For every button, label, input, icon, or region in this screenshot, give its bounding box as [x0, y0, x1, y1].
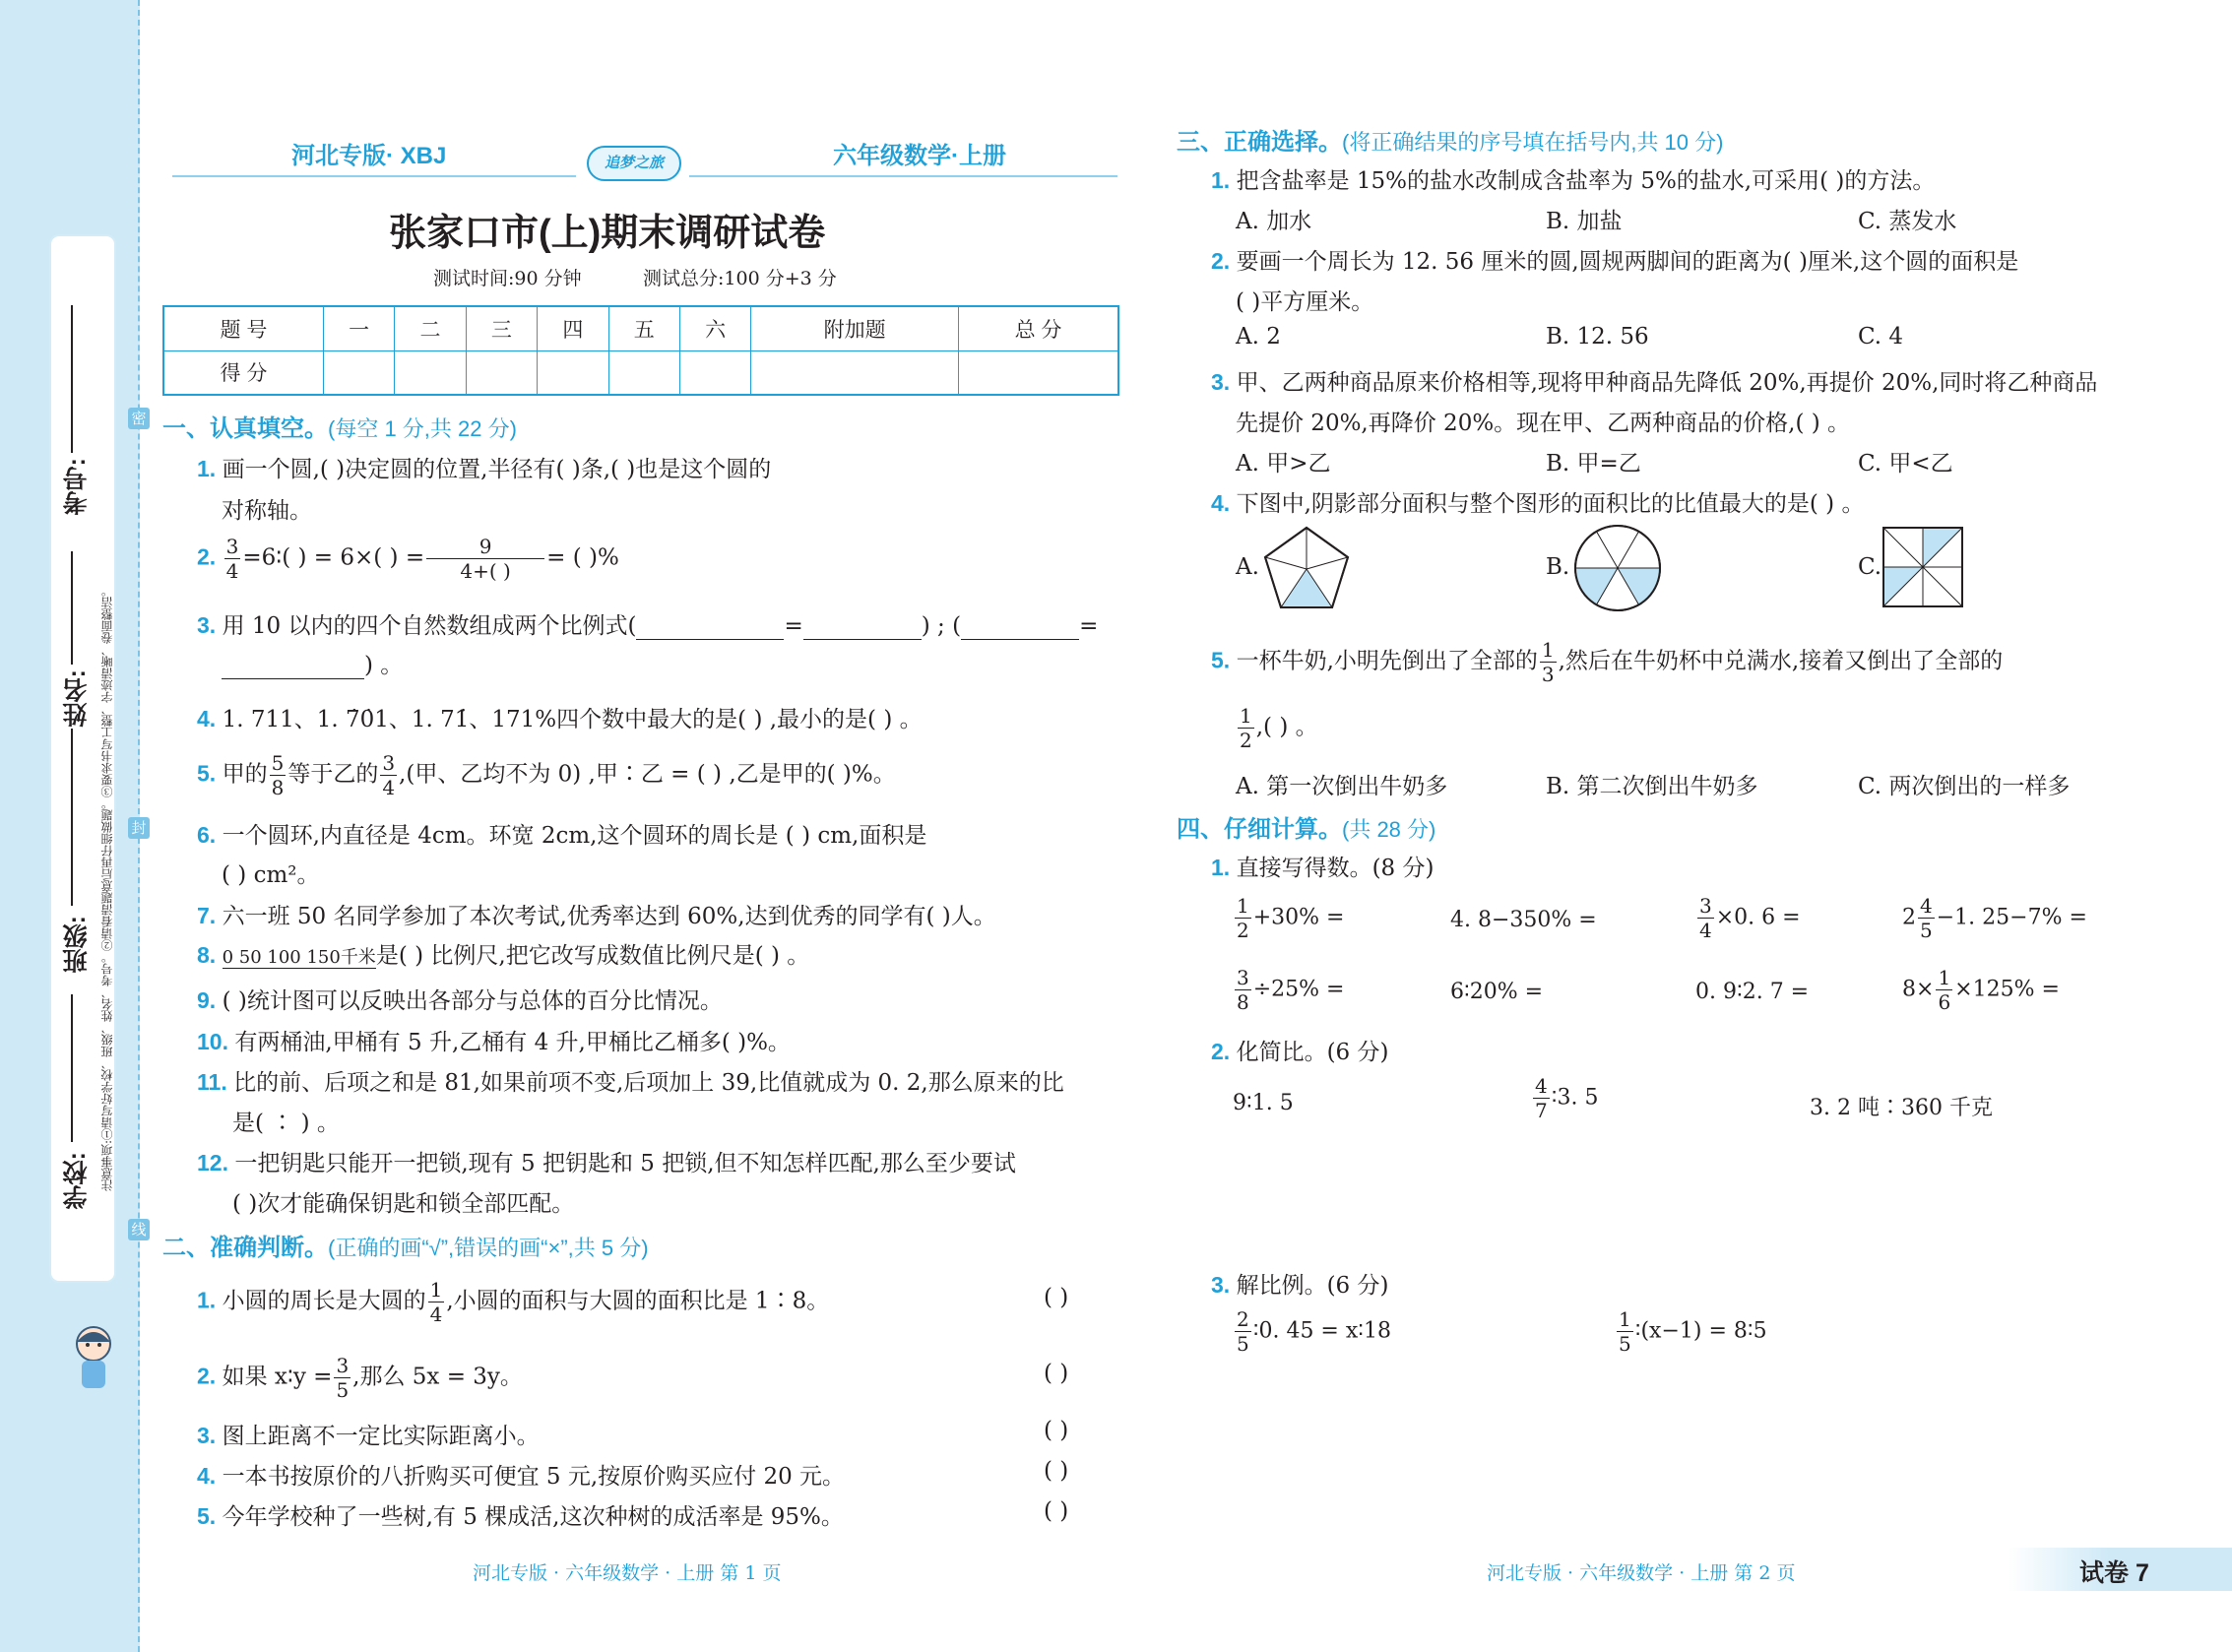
- option-c[interactable]: C. 4: [1858, 324, 1904, 349]
- exam-no-line: [71, 305, 73, 453]
- calc-4: 2 $\frac{4}{5}$ −1. 25−7% =: [1902, 894, 2087, 942]
- question-text: ( )统计图可以反映出各部分与总体的百分比情况。: [222, 988, 723, 1014]
- test-total: 测试总分:100 分+3 分: [643, 268, 837, 289]
- question-text: ) 。: [364, 653, 404, 678]
- s1-q6: 6. 一个圆环,内直径是 4cm。环宽 2cm,这个圆环的周长是 ( ) cm,面积是: [197, 822, 927, 849]
- question-text: = ( )%: [546, 544, 619, 571]
- question-text: 用 10 以内的四个自然数组成两个比例式(: [222, 613, 637, 639]
- table-cell: 题 号: [163, 306, 323, 350]
- header-rule-right: [689, 175, 1117, 177]
- seal-mi: 密: [128, 408, 150, 429]
- test-time: 测试时间:90 分钟: [433, 268, 582, 289]
- score-input-cell[interactable]: [538, 350, 608, 395]
- question-text: =6∶( ) = 6×( ) =: [242, 544, 425, 571]
- question-text: 画一个圆,( )决定圆的位置,半径有( )条,( )也是这个圆的: [222, 457, 772, 482]
- grade-label: 六年级数学·上册: [833, 143, 1006, 169]
- s1-q9: 9. ( )统计图可以反映出各部分与总体的百分比情况。: [197, 987, 723, 1014]
- s1-q3: 3. 用 10 以内的四个自然数组成两个比例式( = ) ; ( =: [197, 612, 1099, 639]
- question-text: 一把钥匙只能开一把锁,现有 5 把钥匙和 5 把锁,但不知怎样匹配,那么至少要试: [234, 1151, 1016, 1176]
- s4-p2: 2. 化简比。(6 分): [1211, 1039, 1389, 1065]
- ratio-3: 3. 2 吨∶360 千克: [1810, 1096, 1993, 1120]
- part-text: 解比例。(6 分): [1236, 1273, 1389, 1299]
- equation-1: $\frac{2}{5}$ ∶0. 45 = x∶18: [1237, 1307, 1391, 1356]
- equation-2: $\frac{1}{5}$ ∶(x−1) = 8∶5: [1619, 1307, 1767, 1356]
- s4-p3: 3. 解比例。(6 分): [1211, 1272, 1389, 1299]
- s1-q12: 12. 一把钥匙只能开一把锁,现有 5 把钥匙和 5 把锁,但不知怎样匹配,那么至少要试: [197, 1150, 1016, 1176]
- footer-left: 河北专版 · 六年级数学 · 上册 第 1 页: [473, 1562, 782, 1584]
- school-line: [71, 994, 73, 1142]
- s1-q1: 1. 画一个圆,( )决定圆的位置,半径有( )条,( )也是这个圆的: [197, 456, 772, 482]
- option-c[interactable]: C.: [1858, 554, 1882, 580]
- blank[interactable]: [636, 618, 784, 640]
- s3-q3-cont: 先提价 20%,再降价 20%。现在甲、乙两种商品的价格,( ) 。: [1236, 411, 1851, 436]
- question-text: 一杯牛奶,小明先倒出了全部的: [1236, 648, 1538, 674]
- s3-q3: 3. 甲、乙两种商品原来价格相等,现将甲种商品先降低 20%,再提价 20%,同时将乙种商品: [1211, 369, 2098, 396]
- section-note: (每空 1 分,共 22 分): [328, 416, 517, 441]
- circle-figure: [1572, 523, 1663, 613]
- score-input-cell[interactable]: [959, 350, 1119, 395]
- s2-q5: 5. 今年学校种了一些树,有 5 棵成活,这次种树的成活率是 95%。: [197, 1503, 844, 1530]
- option-a[interactable]: A. 2: [1236, 324, 1281, 349]
- answer-paren[interactable]: ( ): [1044, 1458, 1069, 1484]
- calc-text: ×0. 6 =: [1715, 905, 1801, 930]
- school-label: 学校:: [63, 1152, 91, 1210]
- question-text: 甲的: [222, 761, 268, 788]
- table-cell: 附加题: [751, 306, 959, 350]
- option-a[interactable]: A. 第一次倒出牛奶多: [1236, 774, 1448, 799]
- table-cell: 总 分: [959, 306, 1119, 350]
- s1-q3-cont: [222, 647, 403, 679]
- question-text: ,小圆的面积与大圆的面积比是 1∶8。: [446, 1288, 830, 1314]
- s3-q5: 5. 一杯牛奶,小明先倒出了全部的 $\frac{1}{3}$ ,然后在牛奶杯中兑满水,接着又倒出了全部的: [1211, 638, 2004, 686]
- part-text: 化简比。(6 分): [1236, 1040, 1389, 1065]
- equals: =: [784, 613, 803, 639]
- table-cell: 三: [466, 306, 537, 350]
- table-cell: 五: [608, 306, 679, 350]
- section-note: (正确的画“√”,错误的画“×”,共 5 分): [328, 1236, 649, 1260]
- option-a[interactable]: A. 加水: [1236, 209, 1312, 234]
- part-text: 直接写得数。(8 分): [1236, 856, 1435, 881]
- question-text: 把含盐率是 15%的盐水改制成含盐率为 5%的盐水,可采用( )的方法。: [1236, 168, 1936, 194]
- class-label: 班级:: [63, 916, 91, 974]
- option-b[interactable]: B. 第二次倒出牛奶多: [1546, 774, 1758, 799]
- question-text: 一本书按原价的八折购买可便宜 5 元,按原价购买应付 20 元。: [222, 1464, 846, 1490]
- question-text: 是( ) 比例尺,把它改写成数值比例尺是( ) 。: [375, 943, 810, 969]
- calc-text: −1. 25−7% =: [1936, 905, 2087, 930]
- score-table-score-row: [163, 350, 1118, 395]
- section-2-heading: [162, 1228, 649, 1262]
- ratio-2: $\frac{4}{7}$ ∶3. 5: [1535, 1074, 1599, 1122]
- question-text: 甲、乙两种商品原来价格相等,现将甲种商品先降低 20%,再提价 20%,同时将乙种商品: [1236, 370, 2098, 396]
- question-text: ,然后在牛奶杯中兑满水,接着又倒出了全部的: [1558, 648, 2004, 674]
- option-a[interactable]: A. 甲>乙: [1236, 451, 1331, 477]
- name-label: 姓名:: [63, 669, 91, 728]
- logo-badge: 追梦之旅: [587, 146, 681, 181]
- question-text: 有两桶油,甲桶有 5 升,乙桶有 4 升,甲桶比乙桶多( )%。: [234, 1030, 791, 1055]
- section-3-heading: [1177, 122, 1723, 157]
- option-b[interactable]: B. 加盐: [1546, 209, 1623, 234]
- calc-text: +30% =: [1252, 905, 1345, 930]
- question-text: 比的前、后项之和是 81,如果前项不变,后项加上 39,比值就成为 0. 2,那么原来的比: [233, 1070, 1064, 1096]
- separator: ) ; (: [921, 613, 962, 639]
- s2-q3: 3. 图上距离不一定比实际距离小。: [197, 1423, 540, 1449]
- score-input-cell[interactable]: [395, 350, 466, 395]
- table-cell: 一: [323, 306, 394, 350]
- table-cell: 六: [679, 306, 750, 350]
- s4-p1: 1. 直接写得数。(8 分): [1211, 855, 1435, 881]
- section-title: 三、正确选择。: [1177, 129, 1342, 156]
- blank[interactable]: [222, 658, 364, 679]
- equation-text: ∶0. 45 = x∶18: [1252, 1318, 1391, 1344]
- answer-paren[interactable]: ( ): [1044, 1418, 1069, 1443]
- section-1-heading: [162, 409, 517, 443]
- square-figure: [1882, 527, 1963, 607]
- s1-q10: 10. 有两桶油,甲桶有 5 升,乙桶有 4 升,甲桶比乙桶多( )%。: [197, 1029, 791, 1055]
- pentagon-figure: [1262, 525, 1351, 613]
- section-note: (共 28 分): [1342, 817, 1436, 842]
- header-rule-left: [172, 175, 576, 177]
- option-c[interactable]: C. 甲<乙: [1858, 451, 1953, 477]
- question-text: ,(甲、乙均不为 0) ,甲∶乙 = ( ) ,乙是甲的( )%。: [399, 761, 896, 788]
- s1-q5: 5. 甲的 $\frac{5}{8}$ 等于乙的 $\frac{3}{4}$ ,(甲、乙均不为 0) ,甲∶乙 = ( ) ,乙是甲的( )%。: [197, 751, 896, 799]
- option-a[interactable]: A.: [1236, 554, 1259, 580]
- calc-8: 8× $\frac{1}{6}$ ×125% =: [1902, 966, 2060, 1014]
- score-table: [162, 305, 1119, 396]
- s1-q4: 4. 1. 711、1. 7̇0̇1、1. 71̇、171%四个数中最大的是( ) ,最小的是( ) 。: [197, 706, 923, 732]
- s2-q2: 2. 如果 x∶y = $\frac{3}{5}$ ,那么 5x = 3y。: [197, 1354, 523, 1402]
- s1-q6-cont: ( ) cm²。: [222, 862, 320, 888]
- edition-label: 河北专版· XBJ: [291, 143, 447, 169]
- question-text: 1. 711、1. 7̇0̇1、1. 71̇、171%四个数中最大的是( ) ,最小的是( ) 。: [222, 707, 923, 732]
- option-c[interactable]: C. 两次倒出的一样多: [1858, 774, 2071, 799]
- score-input-cell[interactable]: [466, 350, 537, 395]
- calc-2: 4. 8−350% =: [1450, 908, 1597, 932]
- ratio-text: ∶3. 5: [1551, 1085, 1599, 1111]
- option-b[interactable]: B. 甲=乙: [1546, 451, 1641, 477]
- s3-q1: 1. 把含盐率是 15%的盐水改制成含盐率为 5%的盐水,可采用( )的方法。: [1211, 167, 1936, 194]
- section-note: (将正确结果的序号填在括号内,共 10 分): [1342, 130, 1724, 155]
- option-b[interactable]: B. 12. 56: [1546, 324, 1649, 349]
- question-text: 六一班 50 名同学参加了本次考试,优秀率达到 60%,达到优秀的同学有( )人。: [222, 904, 996, 929]
- s3-q2: 2. 要画一个周长为 12. 56 厘米的圆,圆规两脚间的距离为( )厘米,这个圆的面积是: [1211, 248, 2019, 275]
- answer-paren[interactable]: ( ): [1044, 1498, 1069, 1524]
- notes-text: 注意事项:①请写好学校、班级、姓名、考号。②请看清题意后再仔细做题。③要求书写工整、字迹清晰、卷面整洁。: [100, 584, 114, 1191]
- calc-6: 6∶20% =: [1450, 980, 1544, 1004]
- s1-q12-cont: ( )次才能确保钥匙和锁全部匹配。: [232, 1191, 575, 1217]
- question-text: ,那么 5x = 3y。: [352, 1364, 523, 1390]
- seal-xian: 线: [128, 1219, 150, 1240]
- s2-q1: 1. 小圆的周长是大圆的 $\frac{1}{4}$ ,小圆的面积与大圆的面积比是 1∶8。: [197, 1278, 830, 1326]
- calc-text: ×125% =: [1954, 977, 2060, 1002]
- score-input-cell[interactable]: [323, 350, 394, 395]
- page-title: 张家口市(上)期末调研试卷: [389, 213, 826, 254]
- calc-1: $\frac{1}{2}$ +30% =: [1237, 894, 1345, 942]
- seal-feng: 封: [128, 817, 150, 839]
- s3-q5-cont: $\frac{1}{2}$ ,( ) 。: [1240, 704, 1318, 752]
- question-text: 要画一个周长为 12. 56 厘米的圆,圆规两脚间的距离为( )厘米,这个圆的面积是: [1236, 249, 2019, 275]
- score-input-cell[interactable]: [679, 350, 750, 395]
- option-b[interactable]: B.: [1546, 554, 1570, 580]
- option-c[interactable]: C. 蒸发水: [1858, 209, 1957, 234]
- calc-text: ÷25% =: [1252, 977, 1345, 1002]
- s1-q7: 7. 六一班 50 名同学参加了本次考试,优秀率达到 60%,达到优秀的同学有( )人。: [197, 903, 996, 929]
- question-text: ,( ) 。: [1255, 714, 1318, 740]
- s1-q8: 8. 0 50 100 150千米是( ) 比例尺,把它改写成数值比例尺是( ) 。: [197, 942, 810, 969]
- score-table-header-row: [163, 306, 1118, 350]
- mascot-icon: [54, 1314, 138, 1403]
- calc-5: $\frac{3}{8}$ ÷25% =: [1237, 966, 1345, 1014]
- question-text: 今年学校种了一些树,有 5 棵成活,这次种树的成活率是 95%。: [222, 1504, 844, 1530]
- s1-q11: 11. 比的前、后项之和是 81,如果前项不变,后项加上 39,比值就成为 0. 2,那么原来的比: [197, 1069, 1064, 1096]
- calc-7: 0. 9∶2. 7 =: [1695, 980, 1810, 1004]
- question-text: 等于乙的: [287, 761, 379, 788]
- table-cell: 二: [395, 306, 466, 350]
- score-input-cell[interactable]: [751, 350, 959, 395]
- footer-right: 河北专版 · 六年级数学 · 上册 第 2 页: [1487, 1562, 1796, 1584]
- exam-no-label: 考号:: [63, 458, 91, 516]
- section-title: 四、仔细计算。: [1177, 816, 1342, 843]
- page-tag: 试卷 7: [2079, 1559, 2149, 1587]
- section-title: 一、认真填空。: [162, 415, 328, 442]
- section-4-heading: [1177, 809, 1435, 844]
- question-text: 一个圆环,内直径是 4cm。环宽 2cm,这个圆环的周长是 ( ) cm,面积是: [222, 823, 927, 849]
- table-cell: 得 分: [163, 350, 323, 395]
- question-text: 小圆的周长是大圆的: [222, 1288, 426, 1314]
- question-text: 下图中,阴影部分面积与整个图形的面积比的比值最大的是( ) 。: [1236, 491, 1865, 517]
- question-text: 如果 x∶y =: [222, 1364, 333, 1390]
- s2-q4: 4. 一本书按原价的八折购买可便宜 5 元,按原价购买应付 20 元。: [197, 1463, 846, 1490]
- s3-q2-cont: ( )平方厘米。: [1236, 289, 1374, 315]
- equation-text: ∶(x−1) = 8∶5: [1634, 1318, 1767, 1344]
- s3-q4: 4. 下图中,阴影部分面积与整个图形的面积比的比值最大的是( ) 。: [1211, 490, 1865, 517]
- equals: =: [1079, 613, 1099, 639]
- score-input-cell[interactable]: [608, 350, 679, 395]
- answer-paren[interactable]: ( ): [1044, 1361, 1069, 1386]
- name-line: [71, 551, 73, 665]
- s1-q11-cont: 是( ∶ ) 。: [232, 1111, 340, 1136]
- scale-bar: 0 50 100 150千米: [222, 947, 376, 968]
- question-text: 图上距离不一定比实际距离小。: [222, 1424, 540, 1449]
- answer-paren[interactable]: ( ): [1044, 1285, 1069, 1310]
- calc-3: $\frac{3}{4}$ ×0. 6 =: [1699, 894, 1801, 942]
- table-cell: 四: [538, 306, 608, 350]
- s1-q2: 2. $\frac{3}{4}$ =6∶( ) = 6×( ) = $\frac{9}{4+( )}$ = ( )%: [197, 535, 619, 583]
- s1-q1-cont: 对称轴。: [222, 498, 312, 524]
- blank[interactable]: [803, 618, 922, 640]
- blank[interactable]: [961, 618, 1079, 640]
- class-line: [71, 729, 73, 906]
- section-title: 二、准确判断。: [162, 1235, 328, 1261]
- ratio-1: 9∶1. 5: [1233, 1091, 1294, 1115]
